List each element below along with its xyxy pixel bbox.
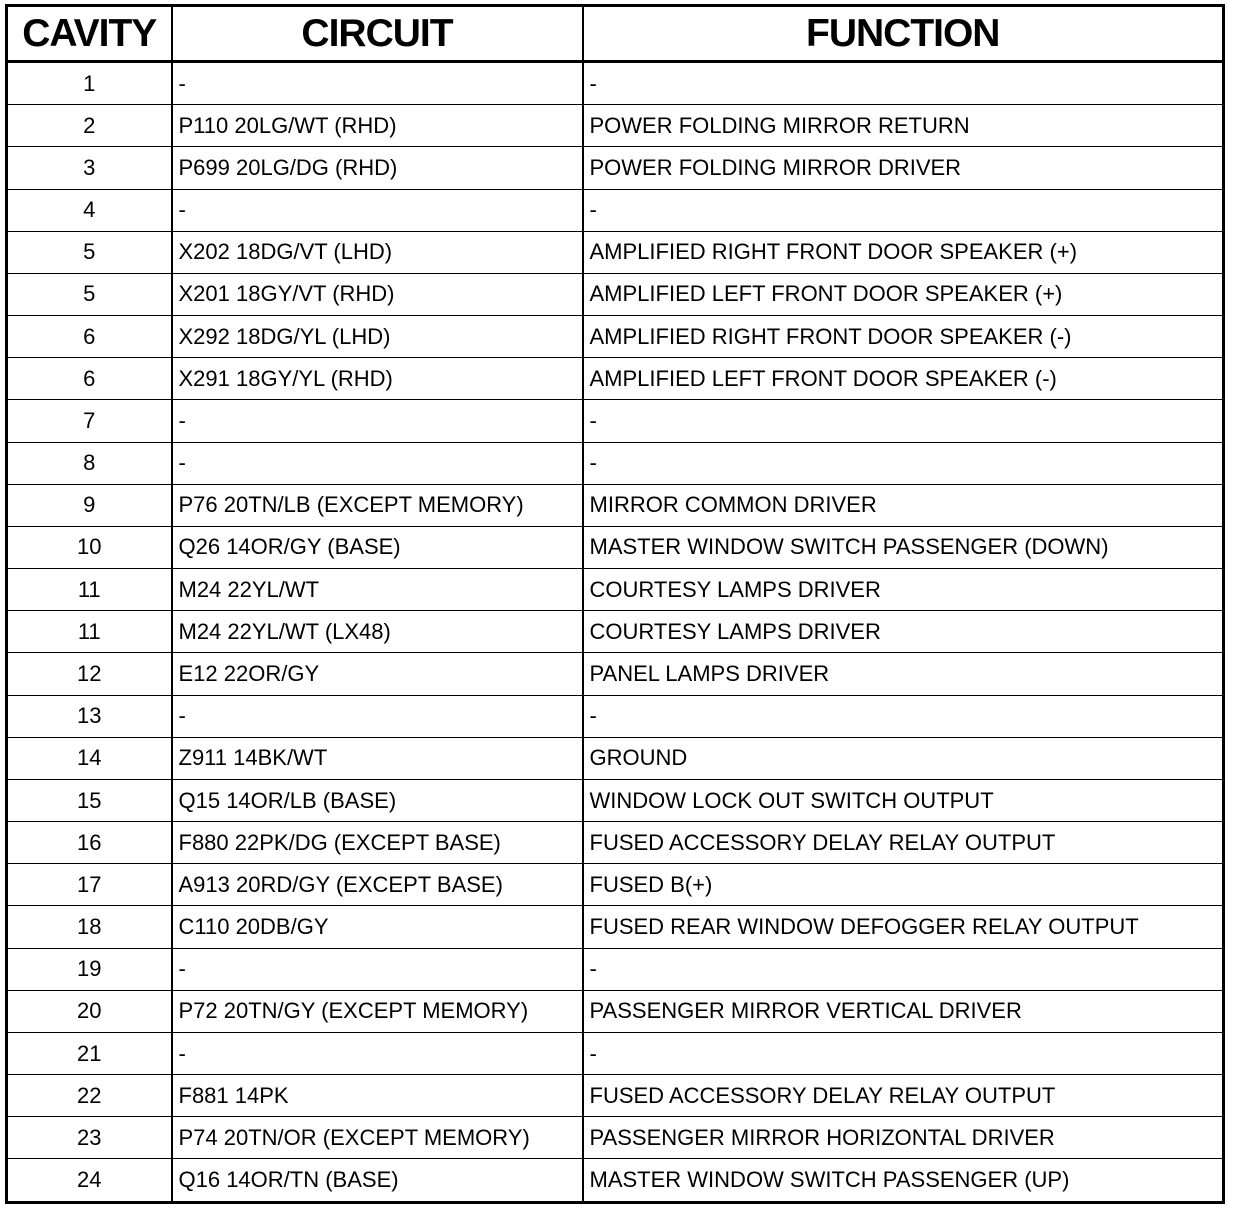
function-cell: MASTER WINDOW SWITCH PASSENGER (DOWN) bbox=[583, 526, 1224, 568]
table-row bbox=[7, 484, 1224, 526]
circuit-cell: Q15 14OR/LB (BASE) bbox=[172, 779, 583, 821]
table-row bbox=[7, 400, 1224, 442]
table-row bbox=[7, 273, 1224, 315]
circuit-cell: F880 22PK/DG (EXCEPT BASE) bbox=[172, 822, 583, 864]
function-cell: FUSED B(+) bbox=[583, 864, 1224, 906]
circuit-cell: F881 14PK bbox=[172, 1075, 583, 1117]
circuit-cell: C110 20DB/GY bbox=[172, 906, 583, 948]
function-cell: GROUND bbox=[583, 737, 1224, 779]
function-cell: AMPLIFIED LEFT FRONT DOOR SPEAKER (-) bbox=[583, 358, 1224, 400]
cavity-cell: 18 bbox=[7, 906, 172, 948]
cavity-cell: 8 bbox=[7, 442, 172, 484]
circuit-cell: P110 20LG/WT (RHD) bbox=[172, 105, 583, 147]
table-row bbox=[7, 526, 1224, 568]
table-row bbox=[7, 316, 1224, 358]
function-cell: FUSED REAR WINDOW DEFOGGER RELAY OUTPUT bbox=[583, 906, 1224, 948]
cavity-cell: 6 bbox=[7, 316, 172, 358]
circuit-cell: P72 20TN/GY (EXCEPT MEMORY) bbox=[172, 990, 583, 1032]
cavity-cell: 19 bbox=[7, 948, 172, 990]
function-cell: - bbox=[583, 948, 1224, 990]
cavity-cell: 15 bbox=[7, 779, 172, 821]
circuit-cell: P76 20TN/LB (EXCEPT MEMORY) bbox=[172, 484, 583, 526]
function-cell: WINDOW LOCK OUT SWITCH OUTPUT bbox=[583, 779, 1224, 821]
table-row bbox=[7, 1117, 1224, 1159]
cavity-cell: 14 bbox=[7, 737, 172, 779]
function-cell: COURTESY LAMPS DRIVER bbox=[583, 569, 1224, 611]
circuit-cell: E12 22OR/GY bbox=[172, 653, 583, 695]
circuit-cell: P74 20TN/OR (EXCEPT MEMORY) bbox=[172, 1117, 583, 1159]
header-row bbox=[7, 6, 1224, 62]
circuit-cell: M24 22YL/WT bbox=[172, 569, 583, 611]
table-row bbox=[7, 231, 1224, 273]
function-cell: FUSED ACCESSORY DELAY RELAY OUTPUT bbox=[583, 822, 1224, 864]
cavity-cell: 11 bbox=[7, 611, 172, 653]
table-row bbox=[7, 1159, 1224, 1203]
table-row bbox=[7, 779, 1224, 821]
table-row bbox=[7, 864, 1224, 906]
circuit-cell: - bbox=[172, 400, 583, 442]
function-cell: - bbox=[583, 189, 1224, 231]
cavity-cell: 7 bbox=[7, 400, 172, 442]
cavity-cell: 3 bbox=[7, 147, 172, 189]
table-row bbox=[7, 147, 1224, 189]
table-row bbox=[7, 906, 1224, 948]
circuit-cell: X292 18DG/YL (LHD) bbox=[172, 316, 583, 358]
cavity-cell: 2 bbox=[7, 105, 172, 147]
circuit-cell: X202 18DG/VT (LHD) bbox=[172, 231, 583, 273]
function-cell: MASTER WINDOW SWITCH PASSENGER (UP) bbox=[583, 1159, 1224, 1203]
table-row bbox=[7, 695, 1224, 737]
function-cell: PANEL LAMPS DRIVER bbox=[583, 653, 1224, 695]
function-cell: - bbox=[583, 1032, 1224, 1074]
cavity-cell: 11 bbox=[7, 569, 172, 611]
circuit-cell: - bbox=[172, 442, 583, 484]
cavity-cell: 6 bbox=[7, 358, 172, 400]
function-cell: MIRROR COMMON DRIVER bbox=[583, 484, 1224, 526]
header-cavity: CAVITY bbox=[7, 6, 172, 62]
circuit-cell: - bbox=[172, 695, 583, 737]
function-cell: - bbox=[583, 442, 1224, 484]
circuit-cell: P699 20LG/DG (RHD) bbox=[172, 147, 583, 189]
circuit-cell: Q26 14OR/GY (BASE) bbox=[172, 526, 583, 568]
table-row bbox=[7, 822, 1224, 864]
function-cell: FUSED ACCESSORY DELAY RELAY OUTPUT bbox=[583, 1075, 1224, 1117]
function-cell: POWER FOLDING MIRROR DRIVER bbox=[583, 147, 1224, 189]
table-body bbox=[7, 62, 1224, 1203]
table-row bbox=[7, 1075, 1224, 1117]
circuit-cell: X291 18GY/YL (RHD) bbox=[172, 358, 583, 400]
table-row bbox=[7, 990, 1224, 1032]
table-row bbox=[7, 358, 1224, 400]
circuit-cell: - bbox=[172, 189, 583, 231]
cavity-cell: 16 bbox=[7, 822, 172, 864]
circuit-cell: Q16 14OR/TN (BASE) bbox=[172, 1159, 583, 1203]
function-cell: AMPLIFIED LEFT FRONT DOOR SPEAKER (+) bbox=[583, 273, 1224, 315]
cavity-cell: 5 bbox=[7, 273, 172, 315]
circuit-cell: - bbox=[172, 1032, 583, 1074]
function-cell: - bbox=[583, 62, 1224, 105]
function-cell: COURTESY LAMPS DRIVER bbox=[583, 611, 1224, 653]
connector-pinout-table bbox=[5, 4, 1225, 1204]
cavity-cell: 21 bbox=[7, 1032, 172, 1074]
cavity-cell: 10 bbox=[7, 526, 172, 568]
table-row bbox=[7, 948, 1224, 990]
cavity-cell: 24 bbox=[7, 1159, 172, 1203]
circuit-cell: M24 22YL/WT (LX48) bbox=[172, 611, 583, 653]
circuit-cell: X201 18GY/VT (RHD) bbox=[172, 273, 583, 315]
cavity-cell: 20 bbox=[7, 990, 172, 1032]
function-cell: AMPLIFIED RIGHT FRONT DOOR SPEAKER (+) bbox=[583, 231, 1224, 273]
function-cell: PASSENGER MIRROR VERTICAL DRIVER bbox=[583, 990, 1224, 1032]
table-row bbox=[7, 653, 1224, 695]
table-row bbox=[7, 611, 1224, 653]
circuit-cell: - bbox=[172, 948, 583, 990]
cavity-cell: 4 bbox=[7, 189, 172, 231]
cavity-cell: 22 bbox=[7, 1075, 172, 1117]
function-cell: - bbox=[583, 400, 1224, 442]
cavity-cell: 13 bbox=[7, 695, 172, 737]
cavity-cell: 1 bbox=[7, 62, 172, 105]
table-row bbox=[7, 189, 1224, 231]
table-row bbox=[7, 569, 1224, 611]
table-row bbox=[7, 442, 1224, 484]
cavity-cell: 5 bbox=[7, 231, 172, 273]
cavity-cell: 17 bbox=[7, 864, 172, 906]
function-cell: PASSENGER MIRROR HORIZONTAL DRIVER bbox=[583, 1117, 1224, 1159]
table-row bbox=[7, 737, 1224, 779]
header-circuit: CIRCUIT bbox=[172, 6, 583, 62]
circuit-cell: - bbox=[172, 62, 583, 105]
table-row bbox=[7, 105, 1224, 147]
circuit-cell: A913 20RD/GY (EXCEPT BASE) bbox=[172, 864, 583, 906]
function-cell: POWER FOLDING MIRROR RETURN bbox=[583, 105, 1224, 147]
table-row bbox=[7, 62, 1224, 105]
cavity-cell: 23 bbox=[7, 1117, 172, 1159]
cavity-cell: 12 bbox=[7, 653, 172, 695]
function-cell: - bbox=[583, 695, 1224, 737]
function-cell: AMPLIFIED RIGHT FRONT DOOR SPEAKER (-) bbox=[583, 316, 1224, 358]
table-row bbox=[7, 1032, 1224, 1074]
circuit-cell: Z911 14BK/WT bbox=[172, 737, 583, 779]
cavity-cell: 9 bbox=[7, 484, 172, 526]
header-function: FUNCTION bbox=[583, 6, 1224, 62]
